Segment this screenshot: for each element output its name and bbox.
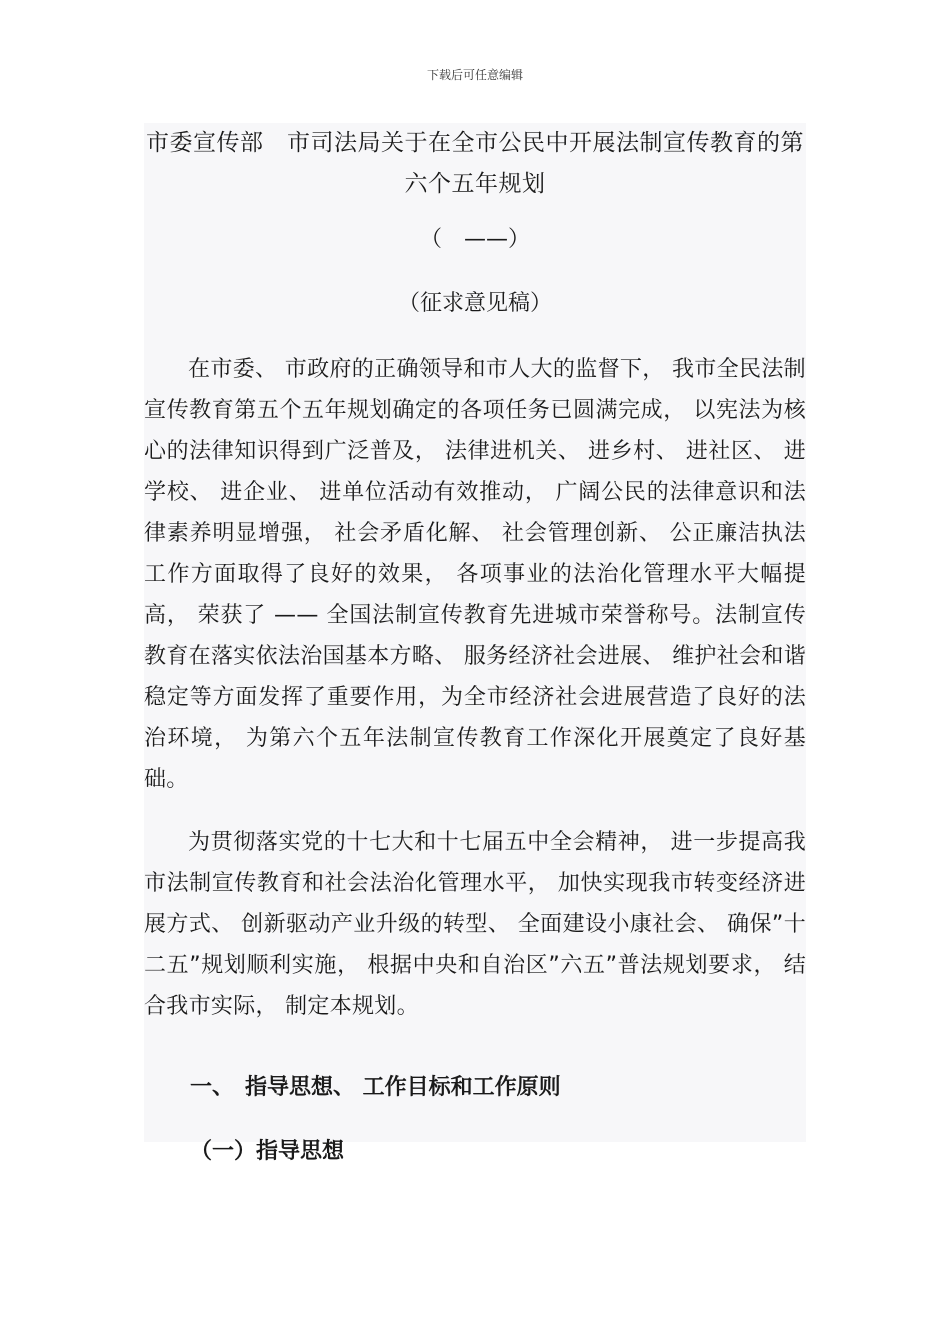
section-heading: 一、 指导思想、 工作目标和工作原则 (190, 1075, 561, 1100)
year-range: （ ——） (419, 227, 530, 252)
draft-note: （征求意见稿） (397, 291, 552, 316)
subsection-heading: （一）指导思想 (190, 1139, 345, 1164)
page-header-note: 下载后可任意编辑 (426, 68, 523, 82)
document-title: 市委宣传部 市司法局关于在全市公民中开展法制宣传教育的第六个五年规划 (146, 130, 804, 197)
document-body (144, 123, 807, 1164)
paragraph-purpose: 为贯彻落实党的十七大和十七届五中全会精神， 进一步提高我市法制宣传教育和社会法治化管理水平， 加快实现我市转变经济进展方式、 创新驱动产业升级的转型、 全面建设小康社会、 确保”十二五”规划顺利实施， 根据中央和自治区”六五”普法规划要求， 结合我市实际， 制定本规划。 (144, 830, 806, 1019)
paragraph-intro: 在市委、 市政府的正确领导和市人大的监督下， 我市全民法制宣传教育第五个五年规划确定的各项任务已圆满完成， 以宪法为核心的法律知识得到广泛普及， 法律进机关、 进乡村、 进社区、 进学校、 进企业、 进单位活动有效推动， 广阔公民的法律意识和法律素养明显增强， 社会矛盾化解、 社会管理创新、 公正廉洁执法工作方面取得了良好的效果， 各项事业的法治化管理水平大幅提高， 荣获了 —— 全国法制宣传教育先进城市荣誉称号。法制宣传教育在落实依法治国基本方略、 服务经济社会进展、 维护社会和谐稳定等方面发挥了重要作用，为全市经济社会进展营造了良好的法治环境， 为第六个五年法制宣传教育工作深化开展奠定了良好基础。 (144, 357, 807, 792)
